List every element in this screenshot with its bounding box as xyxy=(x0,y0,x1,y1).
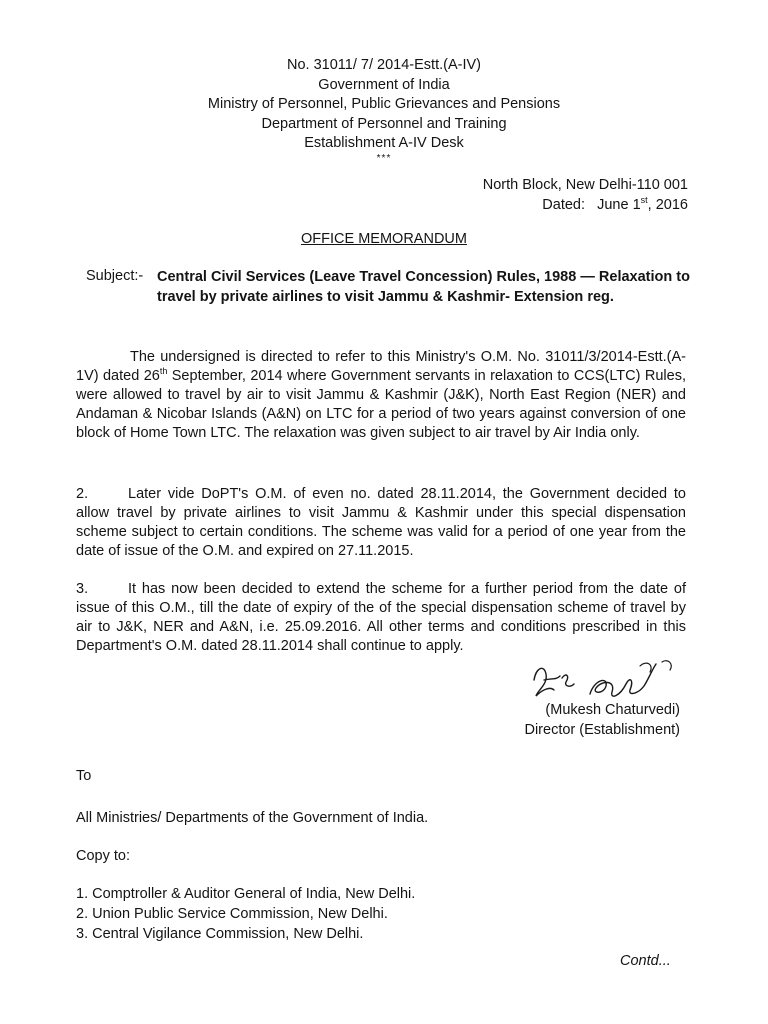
paragraph-3-number: 3. xyxy=(76,581,89,597)
to-recipients: All Ministries/ Departments of the Government of India. xyxy=(76,810,429,826)
memo-date xyxy=(483,195,688,215)
date-year: , 2016 xyxy=(647,197,688,213)
copy-to-label: Copy to: xyxy=(76,848,130,864)
signatory-designation: Director (Establishment) xyxy=(524,722,680,738)
paragraph-3-text: It has now been decided to extend the scheme for a further period from the date of issue of this O.M., till the date of expiry of the of the special dispensation scheme of travel by air to J&K, NER and A&N, i.e. 25.09.2016. All other terms and conditions prescribed in this Department's O.M. dated 28.11.2014 shall continue to apply. xyxy=(76,581,686,654)
address-block xyxy=(483,175,688,215)
subject-text: Central Civil Services (Leave Travel Concession) Rules, 1988 — Relaxation to travel by private airlines to visit Jammu & Kashmir- Extension reg. xyxy=(157,269,690,305)
signatory-block xyxy=(524,700,680,740)
continued-marker: Contd... xyxy=(620,953,671,969)
date-month: June 1 xyxy=(597,197,641,213)
file-number: No. 31011/ 7/ 2014-Estt.(A-IV) xyxy=(287,57,481,73)
letterhead xyxy=(0,56,768,164)
paragraph-1 xyxy=(76,348,686,443)
signatory-name: (Mukesh Chaturvedi) xyxy=(545,702,680,718)
paragraph-2-text: Later vide DoPT's O.M. of even no. dated 28.11.2014, the Government decided to allow travel by private airlines to visit Jammu & Kashmir under this special dispensation scheme subject to certain conditions. The scheme was valid for a period of one year from the date of issue of the O.M. and expired on 27.11.2015. xyxy=(76,486,686,559)
dated-label: Dated: xyxy=(542,197,586,213)
paragraph-1-start: The undersigned is directed to refer to this Ministry's O.M. No. 31011/3/2014-Estt.(A-1V) dated 26 xyxy=(76,349,686,384)
memo-title: OFFICE MEMORANDUM xyxy=(301,231,467,247)
subject-label: Subject:- xyxy=(86,268,144,284)
ministry-name: Ministry of Personnel, Public Grievances and Pensions xyxy=(207,96,561,112)
paragraph-2 xyxy=(76,485,686,561)
separator-stars: *** xyxy=(376,152,392,164)
paragraph-2-number: 2. xyxy=(76,486,89,502)
office-address: North Block, New Delhi-110 001 xyxy=(482,177,688,193)
paragraph-1-end: September, 2014 where Government servants in relaxation to CCS(LTC) Rules, were allowed to travel by air to visit Jammu & Kashmir (J&K), North East Region (NER) and Andaman & Nicobar Islands (A&N) on LTC for a period of two years against conversion of one block of Home Town LTC. The relaxation was given subject to air travel by Air India only. xyxy=(76,368,686,441)
paragraph-3 xyxy=(76,580,686,656)
department-name: Department of Personnel and Training xyxy=(261,115,507,132)
copy-recipient-2: 2. Union Public Service Commission, New Delhi. xyxy=(76,906,388,922)
government-name: Government of India xyxy=(318,76,450,93)
date-suffix: st xyxy=(640,195,648,206)
paragraph-1-sup: th xyxy=(159,366,168,377)
desk-name: Establishment A-IV Desk xyxy=(304,135,464,151)
copy-recipient-3: 3. Central Vigilance Commission, New Delhi. xyxy=(76,926,364,942)
copy-recipient-1: 1. Comptroller & Auditor General of India, New Delhi. xyxy=(76,886,416,902)
to-label: To xyxy=(76,768,92,784)
